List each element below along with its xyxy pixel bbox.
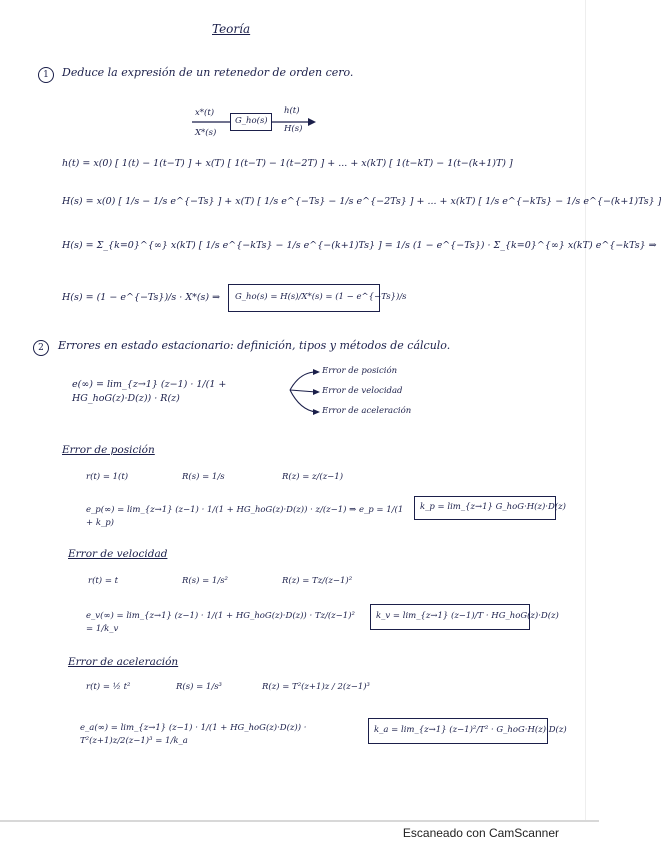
steady-state-error-formula: e(∞) = lim_{z→1} (z−1) · 1/(1 + HG_hoG(z)·D(z)) · R(z) (72, 379, 227, 404)
footer-divider (0, 820, 599, 822)
position-error-heading: Error de posición (62, 444, 155, 456)
branch-position-error: Error de posición (322, 366, 398, 376)
kv-definition-box: k_v = lim_{z→1} (z−1)/T · HG_hoG(z)·D(z) (370, 604, 530, 630)
position-input-R-s: R(s) = 1/s (182, 472, 225, 482)
branch-velocity-error: Error de velocidad (322, 386, 403, 396)
velocity-input-r-t: r(t) = t (88, 576, 119, 586)
page-title: Teoría (212, 22, 251, 36)
position-input-r-t: r(t) = 1(t) (86, 472, 129, 482)
velocity-input-R-s: R(s) = 1/s² (182, 576, 228, 586)
block-output-bottom: H(s) (284, 124, 303, 134)
velocity-error-equation: e_v(∞) = lim_{z→1} (z−1) · 1/(1 + HG_hoG(z)·D(z)) · Tz/(z−1)² = 1/k_v (86, 611, 355, 634)
velocity-input-R-z: R(z) = Tz/(z−1)² (282, 576, 353, 586)
equation-H-s-sum: H(s) = Σ_{k=0}^{∞} x(kT) [ 1/s e^{−kTs} − 1/s e^{−(k+1)Ts} ] = 1/s (1 − e^{−Ts}) · Σ_{k=0}^{∞} x(kT) e^{−kTs} ⇒ (62, 240, 657, 251)
kp-definition-box: k_p = lim_{z→1} G_hoG·H(z)·D(z) (414, 496, 556, 520)
ka-definition-box: k_a = lim_{z→1} (z−1)²/T² · G_hoG·H(z)·D(z) (368, 718, 548, 744)
zoh-block: G_ho(s) (230, 113, 272, 131)
equation-h-t: h(t) = x(0) [ 1(t) − 1(t−T) ] + x(T) [ 1(t−T) − 1(t−2T) ] + ... + x(kT) [ 1(t−kT) − 1(t−(k+1)T) ] (62, 158, 513, 169)
equation-H-s-expanded: H(s) = x(0) [ 1/s − 1/s e^{−Ts} ] + x(T) [ 1/s e^{−Ts} − 1/s e^{−2Ts} ] + ... + x(kT) [ 1/s e^{−kTs} − 1/s e^{−(k+1)Ts} ] (62, 196, 661, 207)
question-number-1: 1 (38, 67, 54, 83)
block-input-top: x*(t) (195, 108, 215, 118)
zoh-transfer-function-box: G_ho(s) = H(s)/X*(s) = (1 − e^{−Ts})/s (228, 284, 380, 312)
question-1-heading: Deduce la expresión de un retenedor de orden cero. (62, 66, 354, 79)
acceleration-input-r-t: r(t) = ½ t² (86, 682, 131, 692)
position-error-equation: e_p(∞) = lim_{z→1} (z−1) · 1/(1 + HG_hoG(z)·D(z)) · z/(z−1) ⇒ e_p = 1/(1 + k_p) (86, 505, 404, 528)
branch-acceleration-error: Error de aceleración (322, 406, 412, 416)
camscanner-watermark: Escaneado con CamScanner (402, 826, 559, 840)
acceleration-input-R-z: R(z) = T²(z+1)z / 2(z−1)³ (262, 682, 370, 692)
question-number-2: 2 (33, 340, 49, 356)
scanner-footer (0, 820, 599, 848)
velocity-error-heading: Error de velocidad (68, 548, 168, 560)
acceleration-error-heading: Error de aceleración (68, 656, 179, 668)
block-input-bottom: X*(s) (195, 128, 217, 138)
question-2-heading: Errores en estado estacionario: definición, tipos y métodos de cálculo. (58, 339, 451, 352)
position-input-R-z: R(z) = z/(z−1) (282, 472, 344, 482)
block-output-top: h(t) (284, 106, 300, 116)
acceleration-input-R-s: R(s) = 1/s³ (176, 682, 222, 692)
equation-H-s-result: H(s) = (1 − e^{−Ts})/s · X*(s) ⇒ (62, 292, 221, 303)
acceleration-error-equation: e_a(∞) = lim_{z→1} (z−1) · 1/(1 + HG_hoG(z)·D(z)) · T²(z+1)z/2(z−1)³ = 1/k_a (80, 723, 307, 746)
